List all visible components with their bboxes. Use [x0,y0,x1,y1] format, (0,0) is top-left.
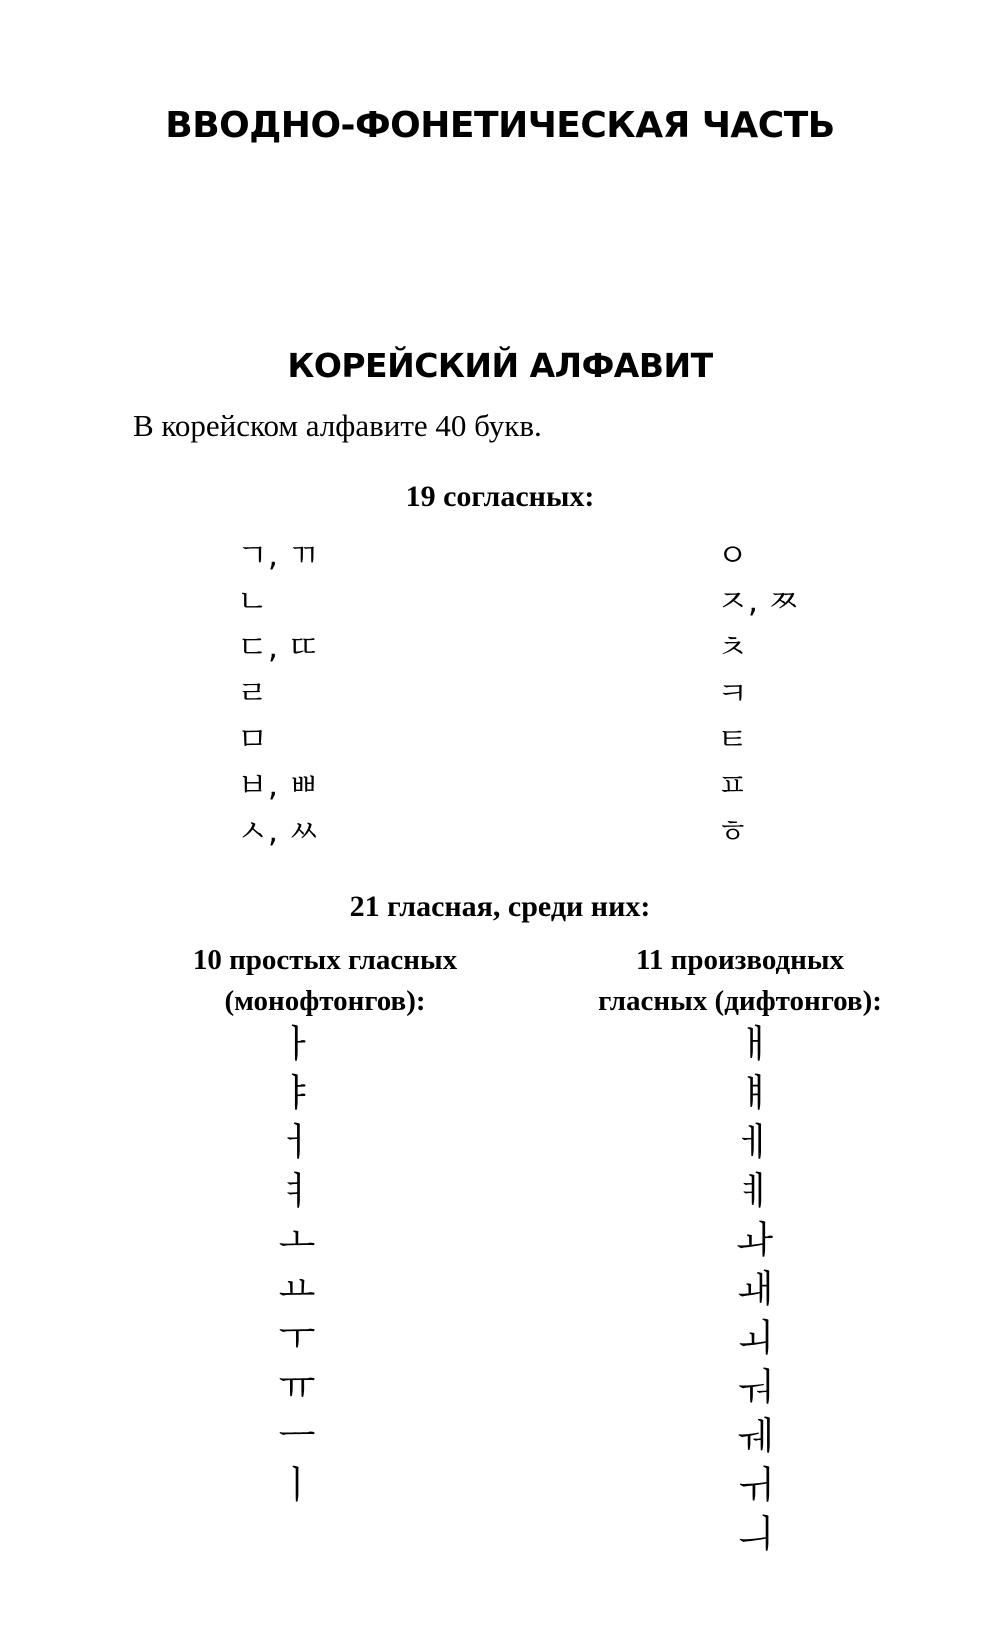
vowel-item: ㅡ [278,1414,316,1458]
consonant-item: ㅍ [717,766,748,804]
simple-vowels-heading-line2: (монофтонгов): [224,985,426,1017]
consonants-right-list [717,532,799,854]
diphthongs-heading-line1: 11 производных [636,944,844,976]
simple-vowels-heading-line1: 10 простых гласных [192,944,458,976]
vowel-item: ㅢ [736,1512,774,1556]
vowel-item: ㅜ [278,1316,316,1360]
vowel-item: ㅑ [278,1071,316,1115]
consonant-item: ㅅ, ㅆ [237,812,320,850]
vowel-item: ㅐ [736,1022,774,1066]
consonant-item: ㅎ [717,812,748,850]
diphthongs-list [715,1020,795,1559]
diphthongs-heading [570,940,910,1022]
vowel-item: ㅠ [278,1365,316,1409]
consonants-left-list [237,532,319,854]
vowel-item: ㅛ [278,1267,316,1311]
simple-vowels-heading [150,940,500,1022]
vowel-item: ㅏ [278,1022,316,1066]
diphthongs-heading-line2: гласных (дифтонгов): [598,985,882,1017]
section-title: КОРЕЙСКИЙ АЛФАВИТ [287,346,713,385]
vowel-item: ㅞ [736,1414,774,1458]
vowel-item: ㅘ [736,1218,774,1262]
consonant-item: ㄷ, ㄸ [237,628,320,666]
vowel-item: ㅟ [736,1463,774,1507]
page-title: ВВОДНО-ФОНЕТИЧЕСКАЯ ЧАСТЬ [165,105,835,146]
consonant-item: ㄴ [237,582,268,620]
vowel-item: ㅖ [736,1169,774,1213]
vowel-item: ㅒ [736,1071,774,1115]
vowel-item: ㅔ [736,1120,774,1164]
consonant-item: ㅋ [717,674,748,712]
intro-text: В корейском алфавите 40 букв. [133,408,542,443]
consonant-item: ㅌ [717,720,748,758]
simple-vowels-list [257,1020,337,1510]
consonants-heading: 19 согласных: [405,480,595,513]
consonant-item: ㅇ [717,536,748,574]
vowel-item: ㅕ [278,1169,316,1213]
vowel-item: ㅚ [736,1316,774,1360]
consonant-item: ㅂ, ㅃ [237,766,320,804]
vowel-item: ㅣ [278,1463,316,1507]
vowel-item: ㅗ [278,1218,316,1262]
vowel-item: ㅙ [736,1267,774,1311]
vowel-item: ㅝ [736,1365,774,1409]
vowel-item: ㅓ [278,1120,316,1164]
consonant-item: ㄱ, ㄲ [237,536,320,574]
consonant-item: ㅊ [717,628,748,666]
consonant-item: ㅈ, ㅉ [717,582,800,620]
vowels-heading: 21 гласная, среди них: [349,890,651,923]
consonant-item: ㄹ [237,674,268,712]
consonant-item: ㅁ [237,720,268,758]
